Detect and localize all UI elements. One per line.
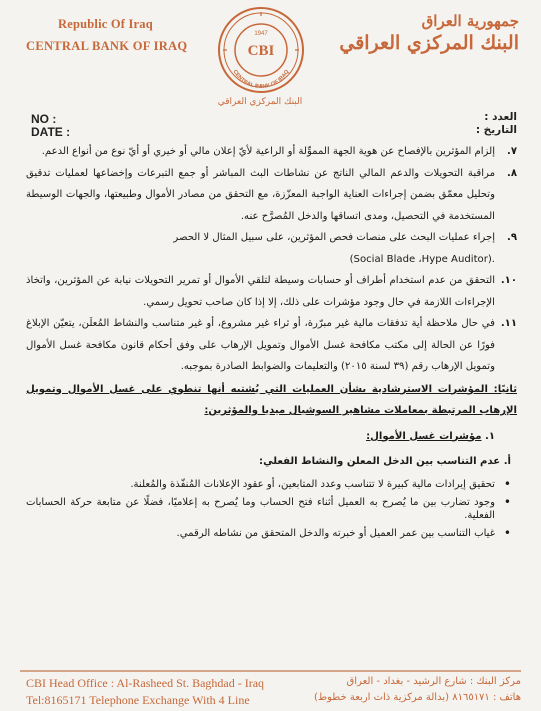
subsection-title: مؤشرات غسل الأموال: <box>366 430 482 442</box>
item-text <box>26 227 495 270</box>
footer-divider <box>20 670 521 672</box>
ref-no-label: NO : <box>31 112 57 126</box>
letterhead-en-title: Republic Of Iraq <box>58 17 153 31</box>
bullet-item <box>26 527 517 540</box>
item-number: ١١. <box>500 318 517 329</box>
footer-phone-en: Tel:8165171 Telephone Exchange With 4 Line <box>26 693 250 707</box>
subsection-heading <box>26 426 517 448</box>
item-text-ltr: (Social Blade ،Hype Auditor). <box>349 253 495 265</box>
bullet-icon: • <box>503 525 511 540</box>
item-text: إلزام المؤثرين بالإفصاح عن هوية الجهة المموِّلة أو الراعية لأيّ إعلان مالي أو خيري أو أيّ نوع من أنواع الدعم. <box>41 146 495 157</box>
bullet-text: تحقيق إيرادات مالية كبيرة لا تتناسب وعدد المتابعين، أو عقود الإعلانات المُنفّذة والمُعلنة. <box>130 478 495 490</box>
list-item <box>26 270 517 313</box>
item-number: ١٠. <box>500 275 517 286</box>
subsection-subheading: أ. عدم التناسب بين الدخل المعلن والنشاط الفعلي: <box>259 456 511 467</box>
item-text: في حال ملاحظة أية تدفقات مالية غير مبرّرة، أو ثراء غير مشروع، أو غير متناسب والنشاط المُعلَن، يتعيّن الإبلاغ فورًا عن الحالة إلى مكتب مكافحة غسل الأموال وتمويل الإرهاب على وفق أحكام قانون مكافحة غسل الأموال وتمويل الإرهاب رقم (٣٩ لسنة ٢٠١٥) والتعليمات والضوابط الصادرة بموجبه. <box>26 318 495 372</box>
seal-caption: البنك المركزي العراقي <box>217 97 303 107</box>
letterhead-ar-subtitle: البنك المركزي العراقي <box>339 32 519 54</box>
cbi-seal-logo <box>216 5 306 95</box>
ref-ar-date-label: التاريخ : <box>475 124 517 136</box>
letterhead-ar-title: جمهورية العراق <box>421 12 519 30</box>
seal-year: 1947 <box>254 31 268 37</box>
bullet-item <box>26 496 517 522</box>
item-text: مراقبة التحويلات والدعم المالي الناتج عن نشاطات البث المباشر أو جمع التبرعات وإخضاعها لعمليات تدقيق وتحليل معمّق بضمن إجراءات العناية الواجبة المعزّزة، مع التحقق من مصادر الأموال وطبيعتها، والجهات الوسيطة المستخدمة في التحصيل، ومدى اتساقها والدخل المُصرَّح عنه. <box>26 167 495 222</box>
letterhead-en-subtitle: CENTRAL BANK OF IRAQ <box>26 39 188 53</box>
list-item <box>26 313 517 378</box>
section-heading: ثانيًا: المؤشرات الاسترشادية بشأن العمليات التي يُشتبه أنها تنطوي على غسل الأموال وتمويل الإرهاب المرتبطة بمعاملات مشاهير السوشيال ميديا والمؤثرين: <box>26 383 517 416</box>
footer-address-ar: مركز البنك : شارع الرشيد - بغداد - العراق <box>346 676 521 687</box>
list-item <box>26 141 517 163</box>
list-item <box>26 227 517 270</box>
list-item <box>26 163 517 228</box>
seal-text: CBI <box>247 43 275 59</box>
ref-ar-no-label: العدد : <box>484 111 517 123</box>
item-number: ٧. <box>506 146 517 157</box>
footer-phone-ar: هاتف : ٨١٦٥١٧١ (بدالة مركزية ذات اربعة خطوط) <box>313 692 521 703</box>
ref-date-label: DATE : <box>31 125 71 139</box>
item-number: ٨. <box>506 167 517 179</box>
seal-ring-text: CENTRAL BANK OF IRAQ <box>231 68 291 91</box>
item-number: ٩. <box>506 232 517 243</box>
subsection-number: ١. <box>484 430 495 442</box>
bullet-icon: • <box>503 476 511 491</box>
bullet-text: غياب التناسب بين عمر العميل أو خبرته والدخل المتحقق من نشاطه الرقمي. <box>176 527 495 539</box>
bullet-item <box>26 478 517 491</box>
bullet-text: وجود تضارب بين ما يُصرح به العميل أثناء فتح الحساب وما يُصرح به إعلاميًا، فضلًا عن متابعة حركة الحسابات الفعلية. <box>26 496 495 521</box>
bullet-icon: • <box>503 494 511 509</box>
letter-body <box>26 141 517 540</box>
footer-address-en: CBI Head Office : Al-Rasheed St. Baghdad - Iraq <box>26 676 265 690</box>
item-text: التحقق من عدم استخدام أطراف أو حسابات وسيطة لتلقي الأموال أو تمرير التحويلات نيابة عن المؤثرين، واتخاذ الإجراءات اللازمة في حال وجود مؤشرات على ذلك، إلا إذا كان صاحب تحويل رسمي. <box>26 275 495 308</box>
item-text-ar: إجراء عمليات البحث على منصات فحص المؤثرين، على سبيل المثال لا الحصر <box>173 232 495 243</box>
